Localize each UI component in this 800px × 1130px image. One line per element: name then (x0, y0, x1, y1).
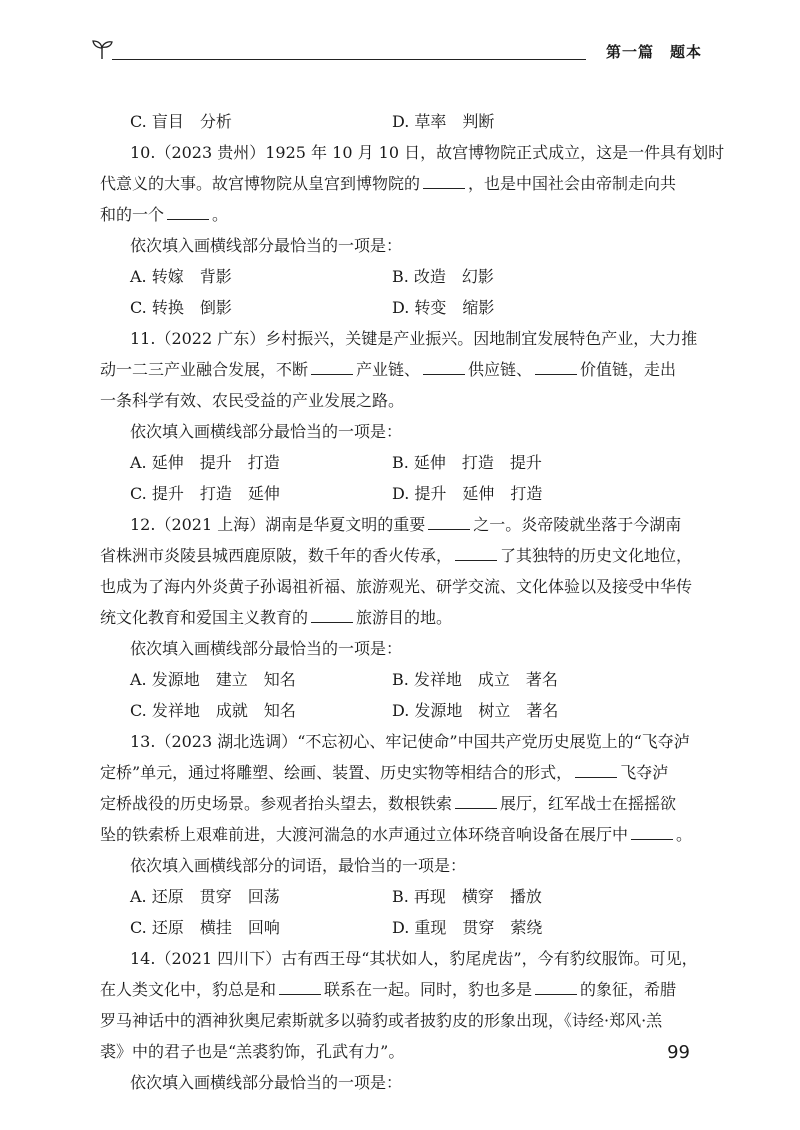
option-right: D. 发源地 树立 著名 (392, 701, 559, 720)
option-left: C. 发祥地 成就 知名 (130, 701, 296, 720)
page-header (90, 38, 702, 64)
option-right: B. 发祥地 成立 著名 (392, 670, 558, 689)
question-content (100, 106, 725, 1098)
option-row (130, 695, 692, 726)
question-text: 12.（2021 上海）湖南是华夏文明的重要 (130, 515, 426, 534)
question-first-line (130, 137, 725, 168)
question-text: 了其独特的历史文化地位， (500, 546, 693, 565)
option-row (130, 881, 692, 912)
fill-blank (575, 760, 617, 778)
option-right: B. 延伸 打造 提升 (392, 453, 542, 472)
question-text: 代意义的大事。故宫博物院从皇宫到博物院的 (100, 174, 421, 193)
question-line (100, 788, 692, 819)
option-row (130, 106, 692, 137)
option-left: A. 还原 贯穿 回荡 (130, 887, 280, 906)
question-text: 也成为了海内外炎黄子孙谒祖祈福、旅游观光、研学交流、文化体验以及接受中华传 (100, 577, 693, 596)
question-line (100, 602, 692, 633)
question-first-line (130, 943, 698, 974)
question-text: ，也是中国社会由帝制走向共 (468, 174, 677, 193)
option-left: A. 转嫁 背影 (130, 267, 232, 286)
fill-blank (423, 357, 465, 375)
question-line (100, 168, 692, 199)
option-left: C. 提升 打造 延伸 (130, 484, 280, 503)
question-stem: 依次填入画横线部分最恰当的一项是： (130, 422, 403, 441)
question-text: 定桥”单元，通过将雕塑、绘画、装置、历史实物等相结合的形式， (100, 763, 573, 782)
fill-blank (428, 512, 470, 530)
question-line (100, 974, 692, 1005)
question-line (100, 571, 692, 602)
question-text: 供应链、 (468, 360, 533, 379)
fill-blank (311, 357, 353, 375)
fill-blank (455, 543, 497, 561)
fill-blank (167, 202, 209, 220)
question-first-line (130, 726, 692, 757)
question-text: 统文化教育和爱国主义教育的 (100, 608, 309, 627)
option-row (130, 261, 692, 292)
question-text: 14.（2021 四川下）古有西王母“其状如人，豹尾虎齿”，今有豹纹服饰。可见， (130, 949, 698, 968)
question-stem: 依次填入画横线部分最恰当的一项是： (130, 236, 403, 255)
question-text: 10.（2023 贵州）1925 年 10 月 10 日，故宫博物院正式成立，这是一件具有划时 (130, 143, 725, 162)
question-text: 之一。炎帝陵就坐落于今湖南 (473, 515, 682, 534)
question-text: 动一二三产业融合发展，不断 (100, 360, 309, 379)
option-left: A. 延伸 提升 打造 (130, 453, 280, 472)
header-rule (112, 59, 586, 60)
question-first-line (130, 509, 692, 540)
question-text: 一条科学有效、农民受益的产业发展之路。 (100, 391, 405, 410)
option-left: C. 转换 倒影 (130, 298, 232, 317)
fill-blank (311, 605, 353, 623)
question-text: 的象征，希腊 (580, 980, 677, 999)
option-right: B. 再现 横穿 播放 (392, 887, 542, 906)
question-line (100, 354, 692, 385)
question-line (100, 540, 692, 571)
sprout-icon (90, 38, 114, 60)
option-right: D. 转变 缩影 (392, 298, 495, 317)
option-left: C. 还原 横挂 回响 (130, 918, 280, 937)
page-number: 99 (667, 1042, 690, 1063)
question-text: 在人类文化中，豹总是和 (100, 980, 277, 999)
option-right: D. 提升 延伸 打造 (392, 484, 543, 503)
question-text: 价值链，走出 (580, 360, 677, 379)
option-right: D. 草率 判断 (392, 112, 495, 131)
question-line (100, 819, 692, 850)
option-row (130, 292, 692, 323)
question-text: 坠的铁索桥上艰难前进，大渡河湍急的水声通过立体环绕音响设备在展厅中 (100, 825, 629, 844)
option-right: D. 重现 贯穿 萦绕 (392, 918, 543, 937)
fill-blank (631, 822, 673, 840)
section-title: 第一篇 题本 (605, 43, 702, 61)
question-text: 展厅，红军战士在摇摇欲 (500, 794, 677, 813)
question-text: 罗马神话中的酒神狄奥尼索斯就多以骑豹或者披豹皮的形象出现，《诗经·郑风·羔 (100, 1011, 663, 1030)
option-row (130, 478, 692, 509)
fill-blank (455, 791, 497, 809)
question-stem: 依次填入画横线部分最恰当的一项是： (130, 639, 403, 658)
question-line (100, 1005, 692, 1036)
question-text: 定桥战役的历史场景。参观者抬头望去，数根铁索 (100, 794, 453, 813)
option-row (130, 912, 692, 943)
question-text: 飞夺泸 (620, 763, 669, 782)
fill-blank (535, 357, 577, 375)
fill-blank (535, 977, 577, 995)
question-stem: 依次填入画横线部分最恰当的一项是： (130, 1073, 403, 1092)
question-text: 联系在一起。同时，豹也多是 (324, 980, 533, 999)
question-text: 13.（2023 湖北选调）“不忘初心、牢记使命”中国共产党历史展览上的“飞夺泸 (130, 732, 690, 751)
fill-blank (279, 977, 321, 995)
question-line (100, 1036, 692, 1067)
question-text: 11.（2022 广东）乡村振兴，关键是产业振兴。因地制宜发展特色产业，大力推 (130, 329, 698, 348)
question-text: 省株洲市炎陵县城西鹿原陂，数千年的香火传承， (100, 546, 453, 565)
question-line (100, 385, 692, 416)
question-line (100, 199, 692, 230)
option-left: A. 发源地 建立 知名 (130, 670, 296, 689)
question-line (100, 757, 692, 788)
option-row (130, 447, 692, 478)
question-text: 产业链、 (356, 360, 421, 379)
question-text: 裘》中的君子也是“羔裘豹饰，孔武有力”。 (100, 1042, 405, 1061)
question-text: 旅游目的地。 (356, 608, 453, 627)
option-left: C. 盲目 分析 (130, 112, 232, 131)
fill-blank (423, 171, 465, 189)
option-row (130, 664, 692, 695)
question-first-line (130, 323, 698, 354)
question-text: 。 (676, 825, 693, 844)
question-text: 和的一个 (100, 205, 165, 224)
question-stem: 依次填入画横线部分的词语，最恰当的一项是： (130, 856, 467, 875)
question-text: 。 (212, 205, 229, 224)
option-right: B. 改造 幻影 (392, 267, 494, 286)
